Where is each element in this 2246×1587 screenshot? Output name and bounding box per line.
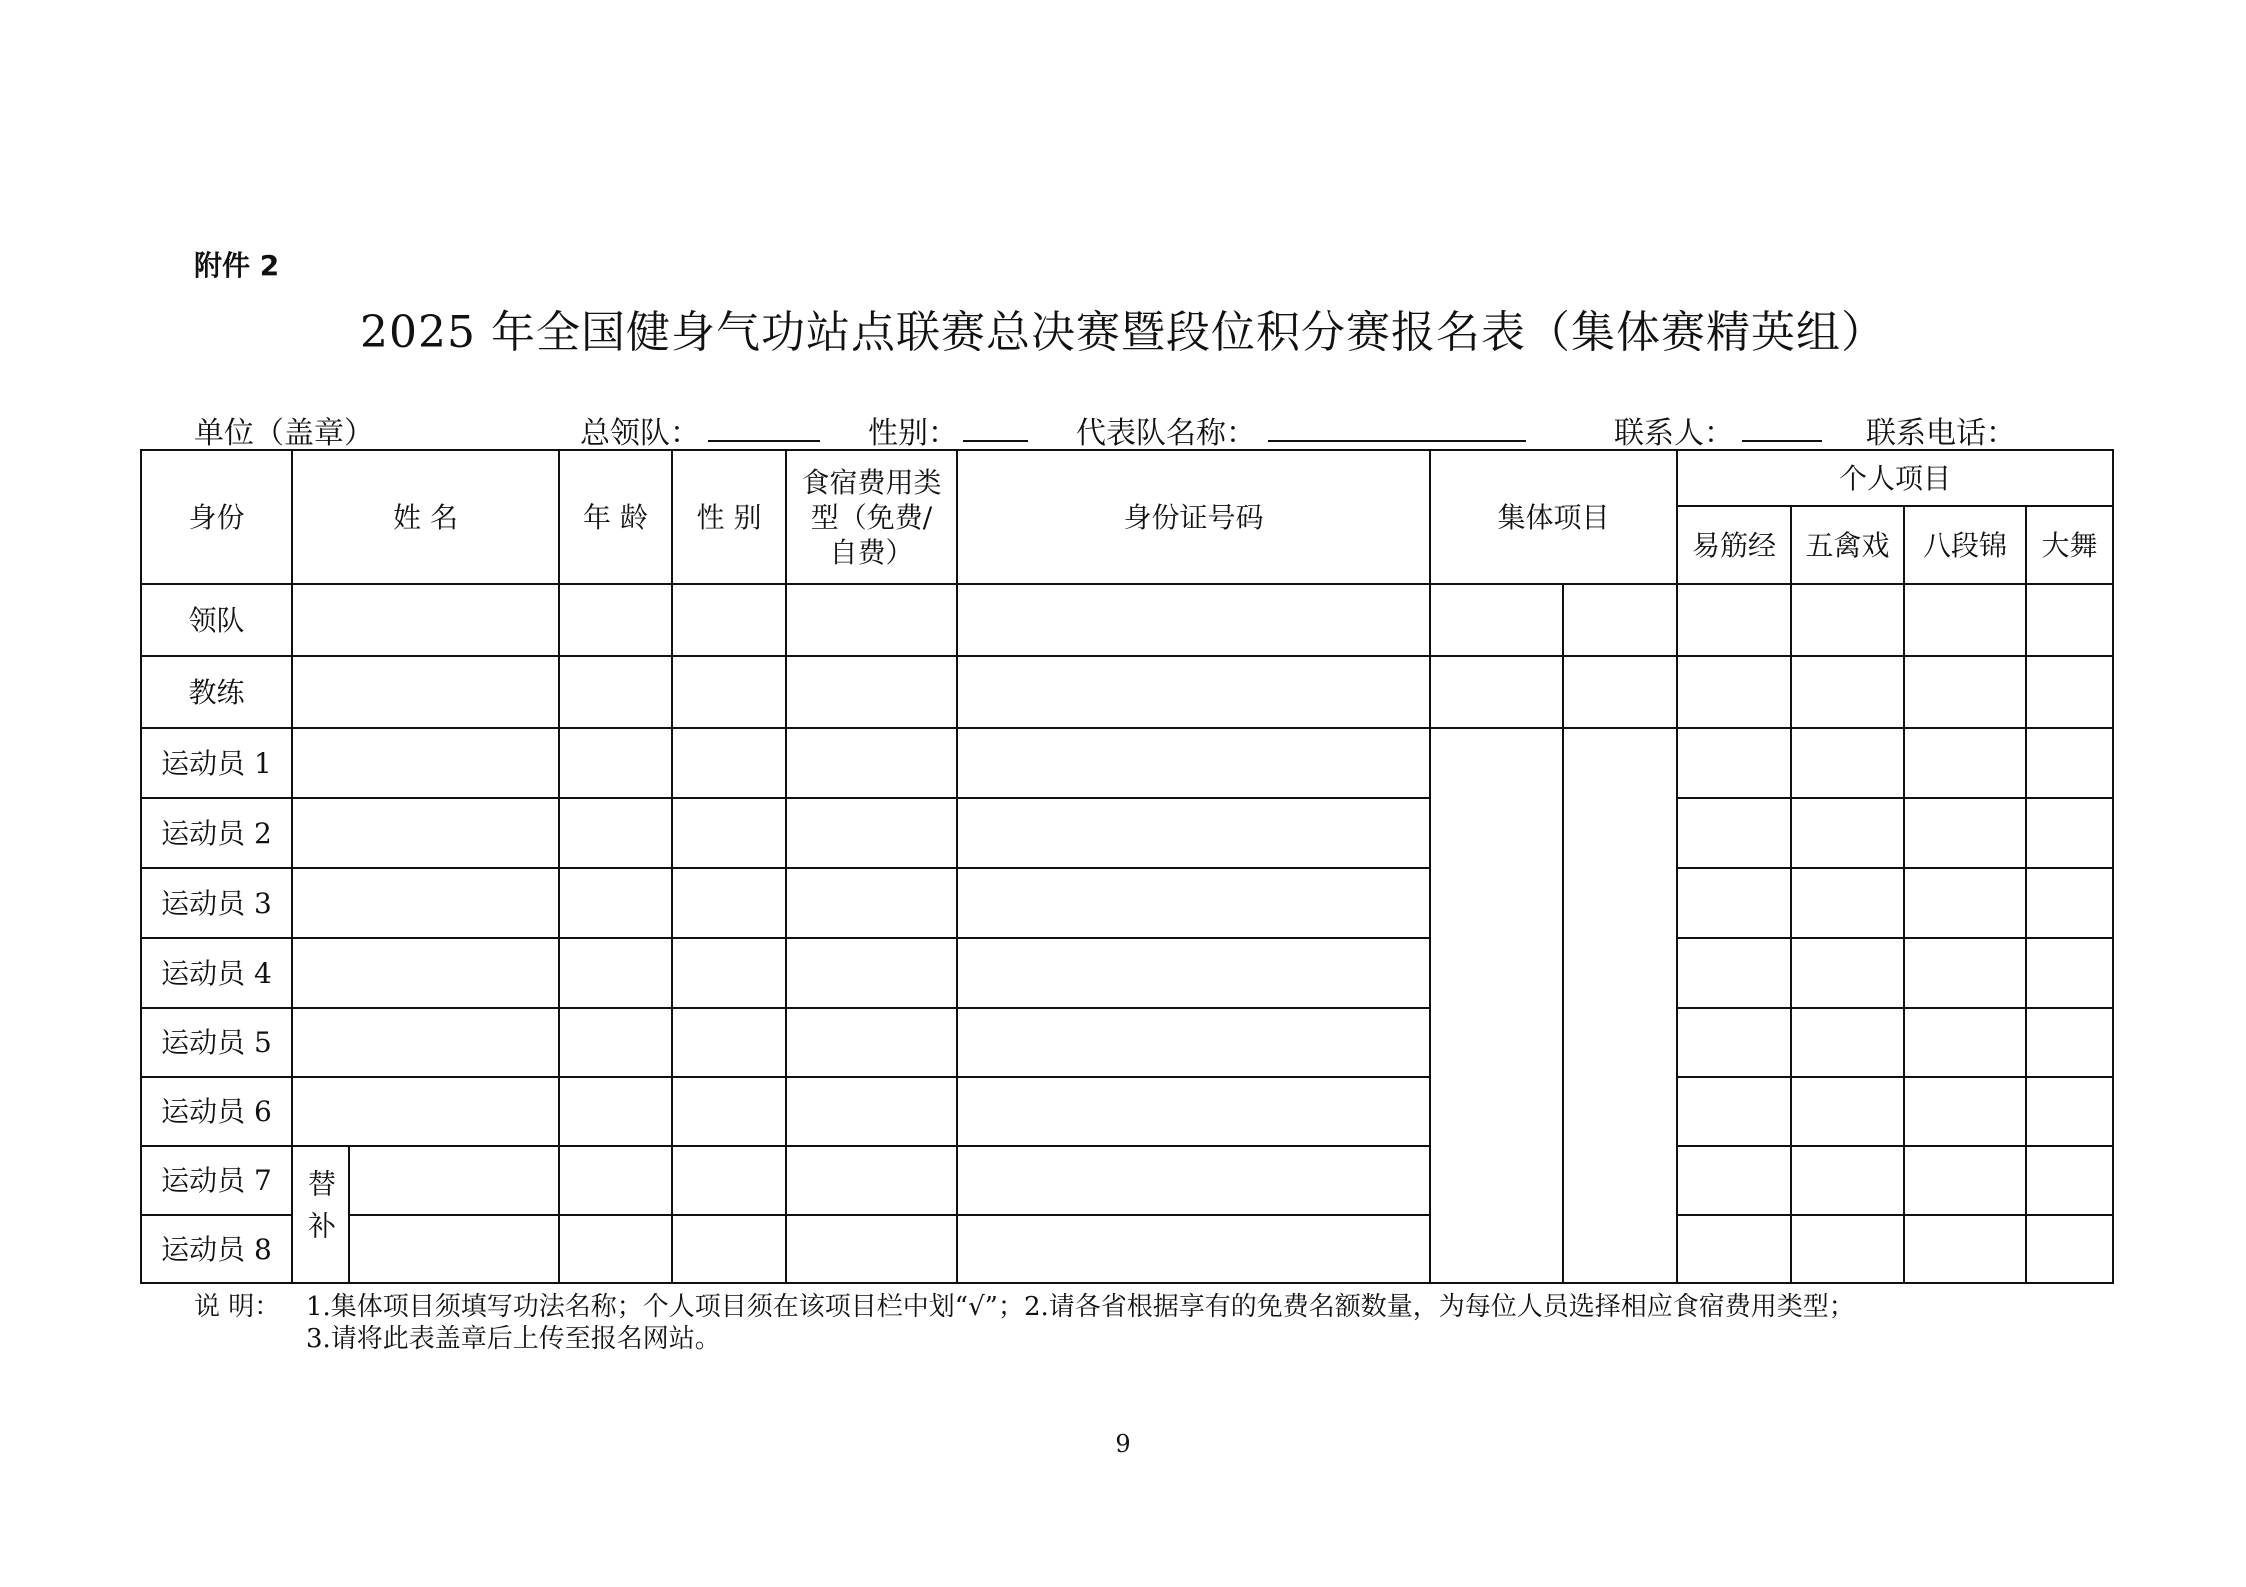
event-check-cell[interactable] — [2026, 1146, 2113, 1215]
id-number-cell[interactable] — [957, 798, 1430, 868]
name-cell[interactable] — [292, 798, 559, 868]
name-cell[interactable] — [292, 1077, 559, 1146]
team-name-label: 代表队名称： — [1076, 416, 1256, 451]
id-number-cell[interactable] — [957, 938, 1430, 1008]
event-check-cell[interactable] — [2026, 868, 2113, 938]
event-check-cell[interactable] — [1791, 1077, 1904, 1146]
age-cell[interactable] — [559, 938, 672, 1008]
page-title: 2025 年全国健身气功站点联赛总决赛暨段位积分赛报名表（集体赛精英组） — [360, 307, 1886, 358]
name-cell[interactable] — [349, 1215, 559, 1283]
table-row — [141, 938, 2113, 1008]
table-row — [141, 1008, 2113, 1077]
gender-blank — [963, 440, 1028, 442]
header-event-dawu: 大舞 — [2026, 506, 2113, 584]
event-check-cell[interactable] — [1904, 868, 2026, 938]
row-label: 领队 — [141, 584, 292, 656]
event-check-cell[interactable] — [1677, 728, 1791, 798]
name-cell[interactable] — [292, 584, 559, 656]
header-event-wuqinxi: 五禽戏 — [1791, 506, 1904, 584]
team-event-merged-cell[interactable] — [1430, 728, 1563, 1283]
id-number-cell[interactable] — [957, 868, 1430, 938]
age-cell[interactable] — [559, 868, 672, 938]
event-check-cell[interactable] — [1677, 1008, 1791, 1077]
substitute-cell — [292, 1146, 349, 1283]
event-check-cell[interactable] — [1791, 1008, 1904, 1077]
fee-type-cell[interactable] — [786, 1008, 957, 1077]
event-check-cell[interactable] — [1677, 1146, 1791, 1215]
substitute-label: 替补 — [304, 1168, 337, 1253]
sex-cell[interactable] — [672, 1215, 786, 1283]
sex-cell[interactable] — [672, 1008, 786, 1077]
event-check-cell[interactable] — [1677, 798, 1791, 868]
event-check-cell[interactable] — [2026, 1215, 2113, 1283]
team-event-merged-cell[interactable] — [1563, 728, 1677, 1283]
registration-table — [140, 449, 2114, 1284]
id-number-cell[interactable] — [957, 728, 1430, 798]
contact-label: 联系人： — [1614, 416, 1734, 451]
leader-label: 总领队： — [580, 416, 700, 451]
fee-type-cell[interactable] — [786, 1146, 957, 1215]
event-check-cell[interactable] — [1791, 1215, 1904, 1283]
unit-label: 单位（盖章） — [194, 416, 374, 451]
header-age: 年 龄 — [559, 450, 672, 584]
id-number-cell[interactable] — [957, 656, 1430, 728]
fee-type-cell[interactable] — [786, 868, 957, 938]
table-row — [141, 868, 2113, 938]
event-check-cell[interactable] — [1904, 1008, 2026, 1077]
event-check-cell[interactable] — [2026, 584, 2113, 656]
row-label: 运动员 5 — [141, 1008, 292, 1077]
fee-type-cell[interactable] — [786, 798, 957, 868]
event-check-cell[interactable] — [1904, 798, 2026, 868]
row-label: 运动员 1 — [141, 728, 292, 798]
fee-type-cell[interactable] — [786, 1215, 957, 1283]
event-check-cell[interactable] — [1791, 728, 1904, 798]
sex-cell[interactable] — [672, 938, 786, 1008]
name-cell[interactable] — [292, 656, 559, 728]
header-id-number: 身份证号码 — [957, 450, 1430, 584]
event-check-cell[interactable] — [1677, 656, 1791, 728]
name-cell[interactable] — [292, 728, 559, 798]
attachment-label: 附件 2 — [194, 249, 280, 282]
age-cell[interactable] — [559, 656, 672, 728]
event-check-cell[interactable] — [1677, 584, 1791, 656]
fee-type-cell[interactable] — [786, 728, 957, 798]
sex-cell[interactable] — [672, 798, 786, 868]
event-check-cell[interactable] — [1677, 1215, 1791, 1283]
event-check-cell[interactable] — [2026, 656, 2113, 728]
name-cell[interactable] — [292, 1008, 559, 1077]
event-check-cell[interactable] — [1791, 938, 1904, 1008]
table-row — [141, 656, 2113, 728]
id-number-cell[interactable] — [957, 1077, 1430, 1146]
id-number-cell[interactable] — [957, 1146, 1430, 1215]
table-row — [141, 584, 2113, 656]
event-check-cell[interactable] — [1904, 1215, 2026, 1283]
event-check-cell[interactable] — [1791, 868, 1904, 938]
event-check-cell[interactable] — [1677, 938, 1791, 1008]
team-event-cell[interactable] — [1563, 584, 1677, 656]
fee-type-cell[interactable] — [786, 656, 957, 728]
event-check-cell[interactable] — [2026, 938, 2113, 1008]
header-event-yijinjing: 易筋经 — [1677, 506, 1791, 584]
age-cell[interactable] — [559, 1215, 672, 1283]
age-cell[interactable] — [559, 1077, 672, 1146]
event-check-cell[interactable] — [1791, 656, 1904, 728]
event-check-cell[interactable] — [1677, 868, 1791, 938]
event-check-cell[interactable] — [1904, 938, 2026, 1008]
table-row — [141, 1077, 2113, 1146]
header-name: 姓 名 — [292, 450, 559, 584]
event-check-cell[interactable] — [2026, 728, 2113, 798]
notes-line-2: 3.请将此表盖章后上传至报名网站。 — [306, 1324, 721, 1354]
row-label: 运动员 2 — [141, 798, 292, 868]
notes-label: 说 明： — [194, 1292, 281, 1322]
notes-line-1: 1.集体项目须填写功法名称；个人项目须在该项目栏中划“√”；2.请各省根据享有的免费名额数量，为每位人员选择相应食宿费用类型； — [306, 1292, 1855, 1322]
event-check-cell[interactable] — [1677, 1077, 1791, 1146]
name-cell[interactable] — [349, 1146, 559, 1215]
header-sex: 性 别 — [672, 450, 786, 584]
age-cell[interactable] — [559, 584, 672, 656]
phone-label: 联系电话： — [1866, 416, 2016, 451]
fee-type-cell[interactable] — [786, 1077, 957, 1146]
age-cell[interactable] — [559, 1146, 672, 1215]
event-check-cell[interactable] — [1904, 728, 2026, 798]
leader-blank — [708, 440, 820, 442]
name-cell[interactable] — [292, 938, 559, 1008]
table-row — [141, 798, 2113, 868]
gender-label: 性别： — [868, 416, 958, 451]
header-individual-event: 个人项目 — [1677, 450, 2113, 506]
contact-blank — [1742, 440, 1822, 442]
header-team-event: 集体项目 — [1430, 450, 1677, 584]
team-event-cell[interactable] — [1430, 656, 1563, 728]
id-number-cell[interactable] — [957, 1008, 1430, 1077]
age-cell[interactable] — [559, 798, 672, 868]
fee-type-cell[interactable] — [786, 938, 957, 1008]
age-cell[interactable] — [559, 1008, 672, 1077]
header-identity: 身份 — [141, 450, 292, 584]
event-check-cell[interactable] — [2026, 798, 2113, 868]
event-check-cell[interactable] — [1904, 1146, 2026, 1215]
fee-type-cell[interactable] — [786, 584, 957, 656]
id-number-cell[interactable] — [957, 584, 1430, 656]
event-check-cell[interactable] — [1791, 798, 1904, 868]
event-check-cell[interactable] — [1791, 1146, 1904, 1215]
team-name-blank — [1268, 440, 1526, 442]
row-label: 运动员 8 — [141, 1215, 292, 1283]
event-check-cell[interactable] — [1791, 584, 1904, 656]
row-label: 运动员 6 — [141, 1077, 292, 1146]
event-check-cell[interactable] — [1904, 1077, 2026, 1146]
sex-cell[interactable] — [672, 1146, 786, 1215]
team-event-cell[interactable] — [1563, 656, 1677, 728]
table-row — [141, 728, 2113, 798]
id-number-cell[interactable] — [957, 1215, 1430, 1283]
sex-cell[interactable] — [672, 656, 786, 728]
age-cell[interactable] — [559, 728, 672, 798]
header-fee-type: 食宿费用类型（免费/自费） — [786, 450, 957, 584]
event-check-cell[interactable] — [1904, 584, 2026, 656]
table-row — [141, 1146, 2113, 1215]
name-cell[interactable] — [292, 868, 559, 938]
header-event-baduanjin: 八段锦 — [1904, 506, 2026, 584]
row-label: 运动员 7 — [141, 1146, 292, 1215]
table-row — [141, 1215, 2113, 1283]
event-check-cell[interactable] — [2026, 1008, 2113, 1077]
sex-cell[interactable] — [672, 868, 786, 938]
row-label: 运动员 4 — [141, 938, 292, 1008]
team-event-cell[interactable] — [1430, 584, 1563, 656]
page-number: 9 — [1115, 1430, 1131, 1458]
sex-cell[interactable] — [672, 584, 786, 656]
row-label: 教练 — [141, 656, 292, 728]
sex-cell[interactable] — [672, 728, 786, 798]
sex-cell[interactable] — [672, 1077, 786, 1146]
row-label: 运动员 3 — [141, 868, 292, 938]
event-check-cell[interactable] — [2026, 1077, 2113, 1146]
event-check-cell[interactable] — [1904, 656, 2026, 728]
